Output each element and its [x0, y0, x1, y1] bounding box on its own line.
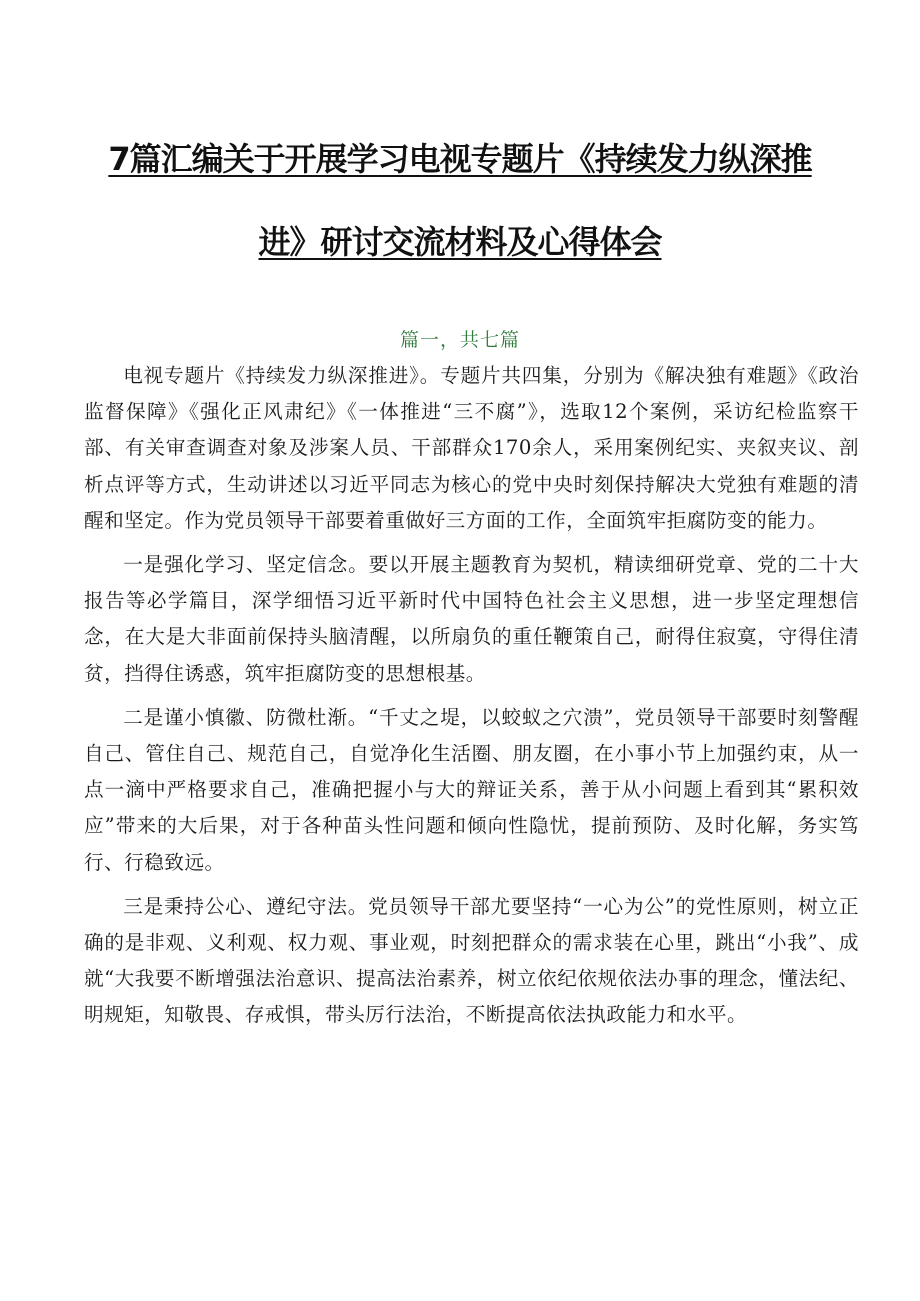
paragraph-point-one: 一是强化学习、坚定信念。要以开展主题教育为契机，精读细研党章、党的二十大报告等必学篇目，深学细悟习近平新时代中国特色社会主义思想，进一步坚定理想信念，在大是大非面前保持头脑清醒，以所扇负的重任鞭策自己，耐得住寂寞，守得住清贫，挡得住诱惑，筑牢拒腐防变的思想根基。 [84, 553, 859, 685]
document-title-line-2: 进》研讨交流材料及心得体会 [258, 223, 662, 261]
paragraph-intro: 电视专题片《持续发力纵深推进》。专题片共四集，分别为《解决独有难题》《政治监督保障》《强化正风肃纪》《一体推进“三不腐”》，选取12个案例，采访纪检监察干部、有关审查调查对象及涉案人员、干部群众170余人，采用案例纪实、夹叙夹议、剖析点评等方式，生动讲述以习近平同志为核心的党中央时刻保持解决大党独有难题的清醒和坚定。作为党员领导干部要着重做好三方面的工作，全面筑牢拒腐防变的能力。 [84, 364, 859, 532]
document-body [84, 358, 859, 1034]
section-heading: 篇一，共七篇 [399, 329, 520, 351]
paragraph-point-two: 二是谨小慎徽、防微杜渐。“千丈之堤，以蛟蚁之穴溃”，党员领导干部要时刻警醒自己、管住自己、规范自己，自觉净化生活圈、朋友圈，在小事小节上加强约束，从一点一滴中严格要求自己，准确把握小与大的辩证关系，善于从小问题上看到其“累积效应”带来的大后果，对于各种苗头性问题和倾向性隐忧，提前预防、及时化解，务实笃行、行稳致远。 [84, 705, 859, 874]
paragraph-point-three: 三是秉持公心、遵纪守法。党员领导干部尤要坚持“一心为公”的党性原则，树立正确的是非观、义利观、权力观、事业观，时刻把群众的需求装在心里，跳出“小我”、成就“大我要不断增强法治意识、提高法治素养，树立依纪依规依法办事的理念，懂法纪、明规矩，知敬畏、存戒惧，带头厉行法治，不断提高依法执政能力和水平。 [84, 894, 859, 1027]
document-title-line-1: 7篇汇编关于开展学习电视专题片《持续发力纵深推 [108, 140, 812, 178]
